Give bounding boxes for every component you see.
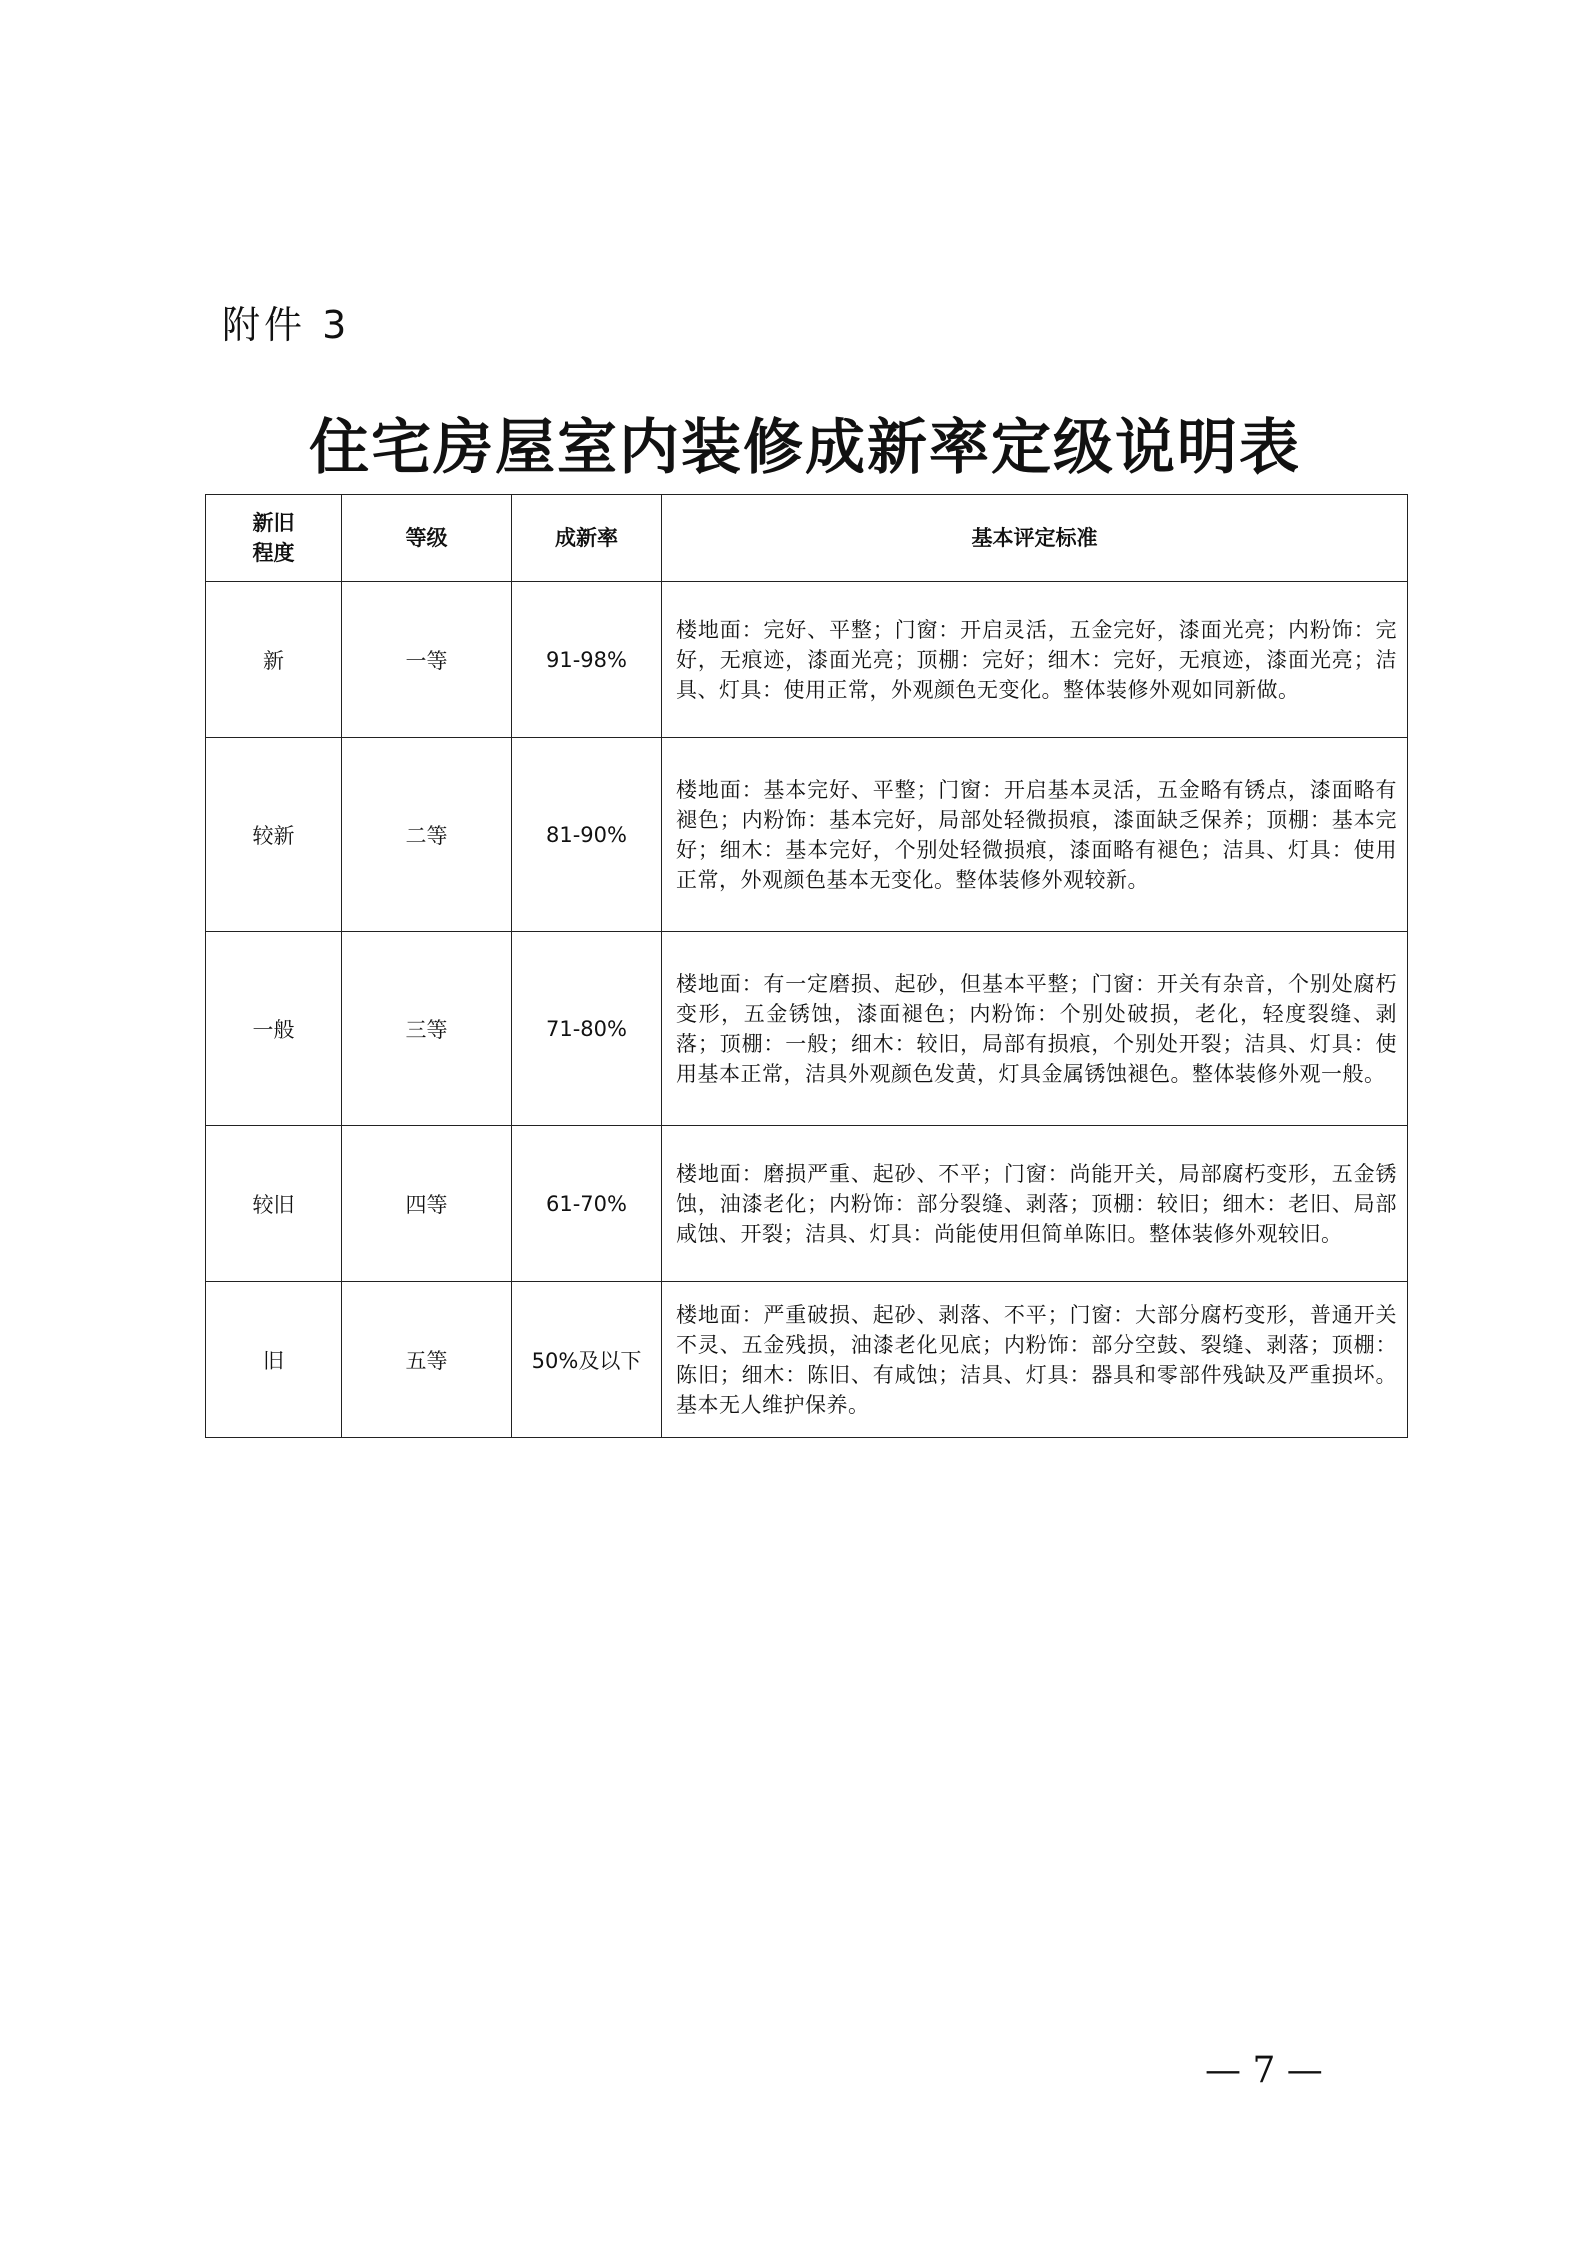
document-title: 住宅房屋室内装修成新率定级说明表 bbox=[309, 413, 1301, 483]
cell-degree: 一般 bbox=[206, 932, 342, 1126]
cell-criteria: 楼地面：严重破损、起砂、剥落、不平；门窗：大部分腐朽变形，普通开关不灵、五金残损，油漆老化见底；内粉饰：部分空鼓、裂缝、剥落；顶棚：陈旧；细木：陈旧、有咸蚀；洁具、灯具：器具和零部件残缺及严重损坏。基本无人维护保养。 bbox=[662, 1282, 1408, 1438]
cell-degree: 新 bbox=[206, 582, 342, 738]
table-row bbox=[206, 1282, 1408, 1438]
page-number: — 7 — bbox=[1205, 2050, 1323, 2091]
cell-criteria: 楼地面：基本完好、平整；门窗：开启基本灵活，五金略有锈点，漆面略有褪色；内粉饰：基本完好，局部处轻微损痕，漆面缺乏保养；顶棚：基本完好；细木：基本完好，个别处轻微损痕，漆面略有褪色；洁具、灯具：使用正常，外观颜色基本无变化。整体装修外观较新。 bbox=[662, 738, 1408, 932]
header-grade: 等级 bbox=[342, 495, 512, 582]
cell-grade: 四等 bbox=[342, 1126, 512, 1282]
cell-criteria: 楼地面：磨损严重、起砂、不平；门窗：尚能开关，局部腐朽变形，五金锈蚀，油漆老化；内粉饰：部分裂缝、剥落；顶棚：较旧；细木：老旧、局部咸蚀、开裂；洁具、灯具：尚能使用但简单陈旧。整体装修外观较旧。 bbox=[662, 1126, 1408, 1282]
attachment-label: 附件 3 bbox=[222, 303, 351, 347]
table-header-row bbox=[206, 495, 1408, 582]
table-row bbox=[206, 582, 1408, 738]
table-row bbox=[206, 932, 1408, 1126]
decoration-grade-table bbox=[205, 494, 1408, 1438]
header-degree-label: 新旧 程度 bbox=[252, 511, 295, 565]
cell-rate: 91-98% bbox=[512, 582, 662, 738]
cell-grade: 五等 bbox=[342, 1282, 512, 1438]
cell-degree: 旧 bbox=[206, 1282, 342, 1438]
cell-rate: 61-70% bbox=[512, 1126, 662, 1282]
cell-rate: 81-90% bbox=[512, 738, 662, 932]
cell-grade: 一等 bbox=[342, 582, 512, 738]
header-criteria: 基本评定标准 bbox=[662, 495, 1408, 582]
header-rate: 成新率 bbox=[512, 495, 662, 582]
cell-grade: 三等 bbox=[342, 932, 512, 1126]
cell-rate: 50%及以下 bbox=[512, 1282, 662, 1438]
cell-grade: 二等 bbox=[342, 738, 512, 932]
table-row bbox=[206, 738, 1408, 932]
table-row bbox=[206, 1126, 1408, 1282]
cell-degree: 较新 bbox=[206, 738, 342, 932]
cell-degree: 较旧 bbox=[206, 1126, 342, 1282]
cell-rate: 71-80% bbox=[512, 932, 662, 1126]
cell-criteria: 楼地面：完好、平整；门窗：开启灵活，五金完好，漆面光亮；内粉饰：完好，无痕迹，漆面光亮；顶棚：完好；细木：完好，无痕迹，漆面光亮；洁具、灯具：使用正常，外观颜色无变化。整体装修外观如同新做。 bbox=[662, 582, 1408, 738]
cell-criteria: 楼地面：有一定磨损、起砂，但基本平整；门窗：开关有杂音，个别处腐朽变形，五金锈蚀，漆面褪色；内粉饰：个别处破损，老化，轻度裂缝、剥落；顶棚：一般；细木：较旧，局部有损痕，个别处开裂；洁具、灯具：使用基本正常，洁具外观颜色发黄，灯具金属锈蚀褪色。整体装修外观一般。 bbox=[662, 932, 1408, 1126]
header-degree bbox=[206, 495, 342, 582]
